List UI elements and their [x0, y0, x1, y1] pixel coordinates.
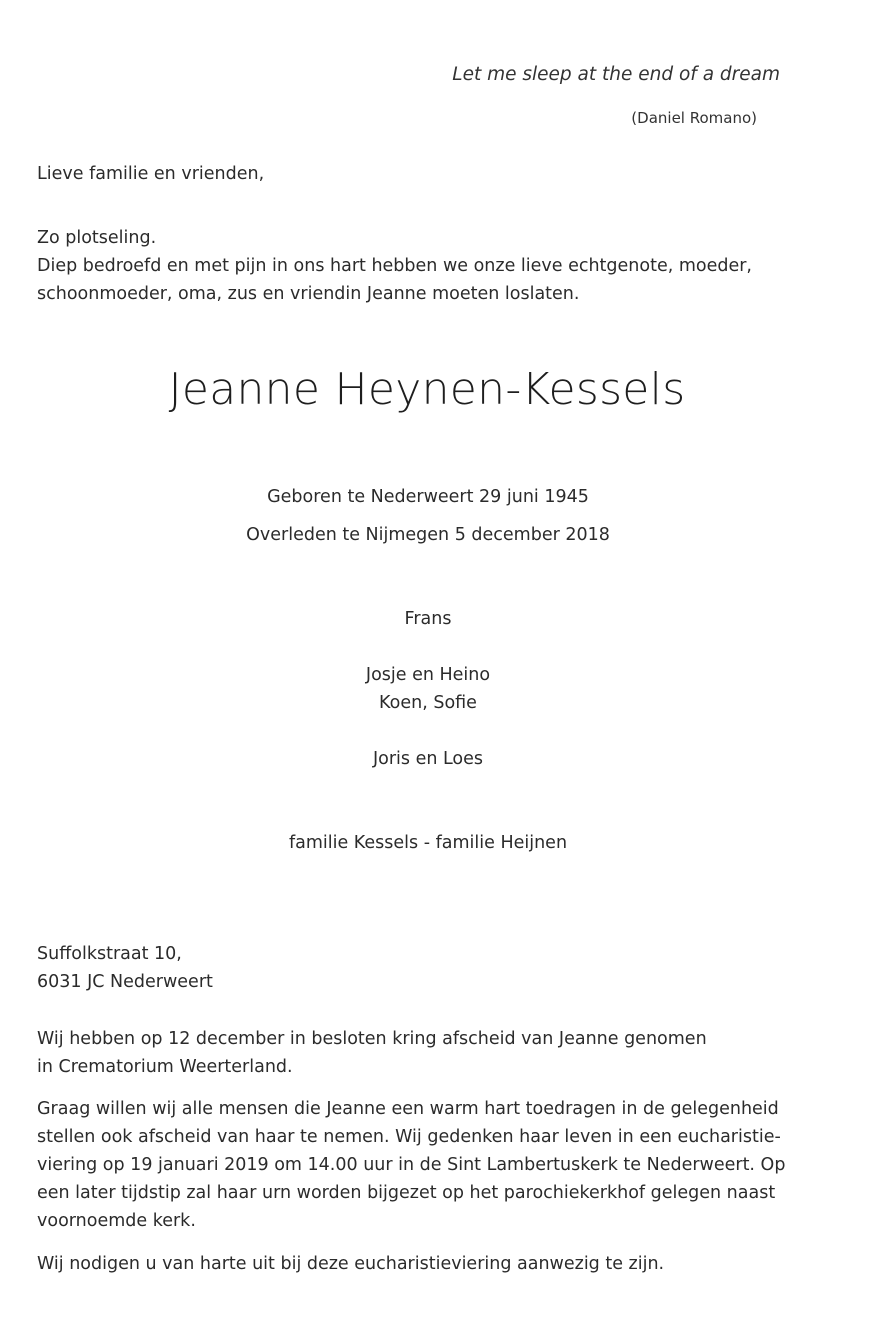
- greeting: Lieve familie en vrienden,: [37, 164, 265, 184]
- address-city: 6031 JC Nederweert: [37, 972, 213, 992]
- paragraph-line: Graag willen wij alle mensen die Jeanne een warm hart toedragen in de gelegenheid: [37, 1099, 779, 1119]
- family-child: Josje en Heino: [365, 665, 491, 685]
- paragraph-line: stellen ook afscheid van haar te nemen. Wij gedenken haar leven in een eucharistie-: [37, 1127, 781, 1147]
- intro-line: Diep bedroefd en met pijn in ons hart hebben we onze lieve echtgenote, moeder,: [37, 256, 752, 276]
- paragraph-line: een later tijdstip zal haar urn worden bijgezet op het parochiekerkhof gelegen naast: [37, 1183, 776, 1203]
- paragraph-line: viering op 19 januari 2019 om 14.00 uur in de Sint Lambertuskerk te Nederweert. Op: [37, 1155, 786, 1175]
- intro-paragraph: [37, 224, 752, 308]
- death-info: Overleden te Nijmegen 5 december 2018: [246, 525, 610, 545]
- epigraph-author: (Daniel Romano): [631, 109, 757, 127]
- deceased-name: Jeanne Heynen-Kessels: [168, 364, 686, 415]
- paragraph-line: in Crematorium Weerterland.: [37, 1057, 293, 1077]
- epigraph-quote: Let me sleep at the end of a dream: [452, 64, 780, 85]
- family-relatives: familie Kessels - familie Heijnen: [288, 833, 568, 853]
- correspondence-address: [37, 940, 213, 996]
- birth-info: Geboren te Nederweert 29 juni 1945: [267, 487, 589, 507]
- address-street: Suffolkstraat 10,: [37, 944, 182, 964]
- paragraph-line: voornoemde kerk.: [37, 1211, 196, 1231]
- family-child: Joris en Loes: [372, 749, 484, 769]
- family-grandchildren: Koen, Sofie: [379, 693, 477, 713]
- farewell-paragraph: [37, 1025, 707, 1081]
- family-spouse: Frans: [404, 609, 452, 629]
- intro-line: schoonmoeder, oma, zus en vriendin Jeanne moeten loslaten.: [37, 284, 580, 304]
- paragraph-line: Wij hebben op 12 december in besloten kring afscheid van Jeanne genomen: [37, 1029, 707, 1049]
- invitation-paragraph: Wij nodigen u van harte uit bij deze eucharistieviering aanwezig te zijn.: [37, 1254, 665, 1274]
- intro-line: Zo plotseling.: [37, 228, 157, 248]
- memorial-service-paragraph: [37, 1095, 785, 1235]
